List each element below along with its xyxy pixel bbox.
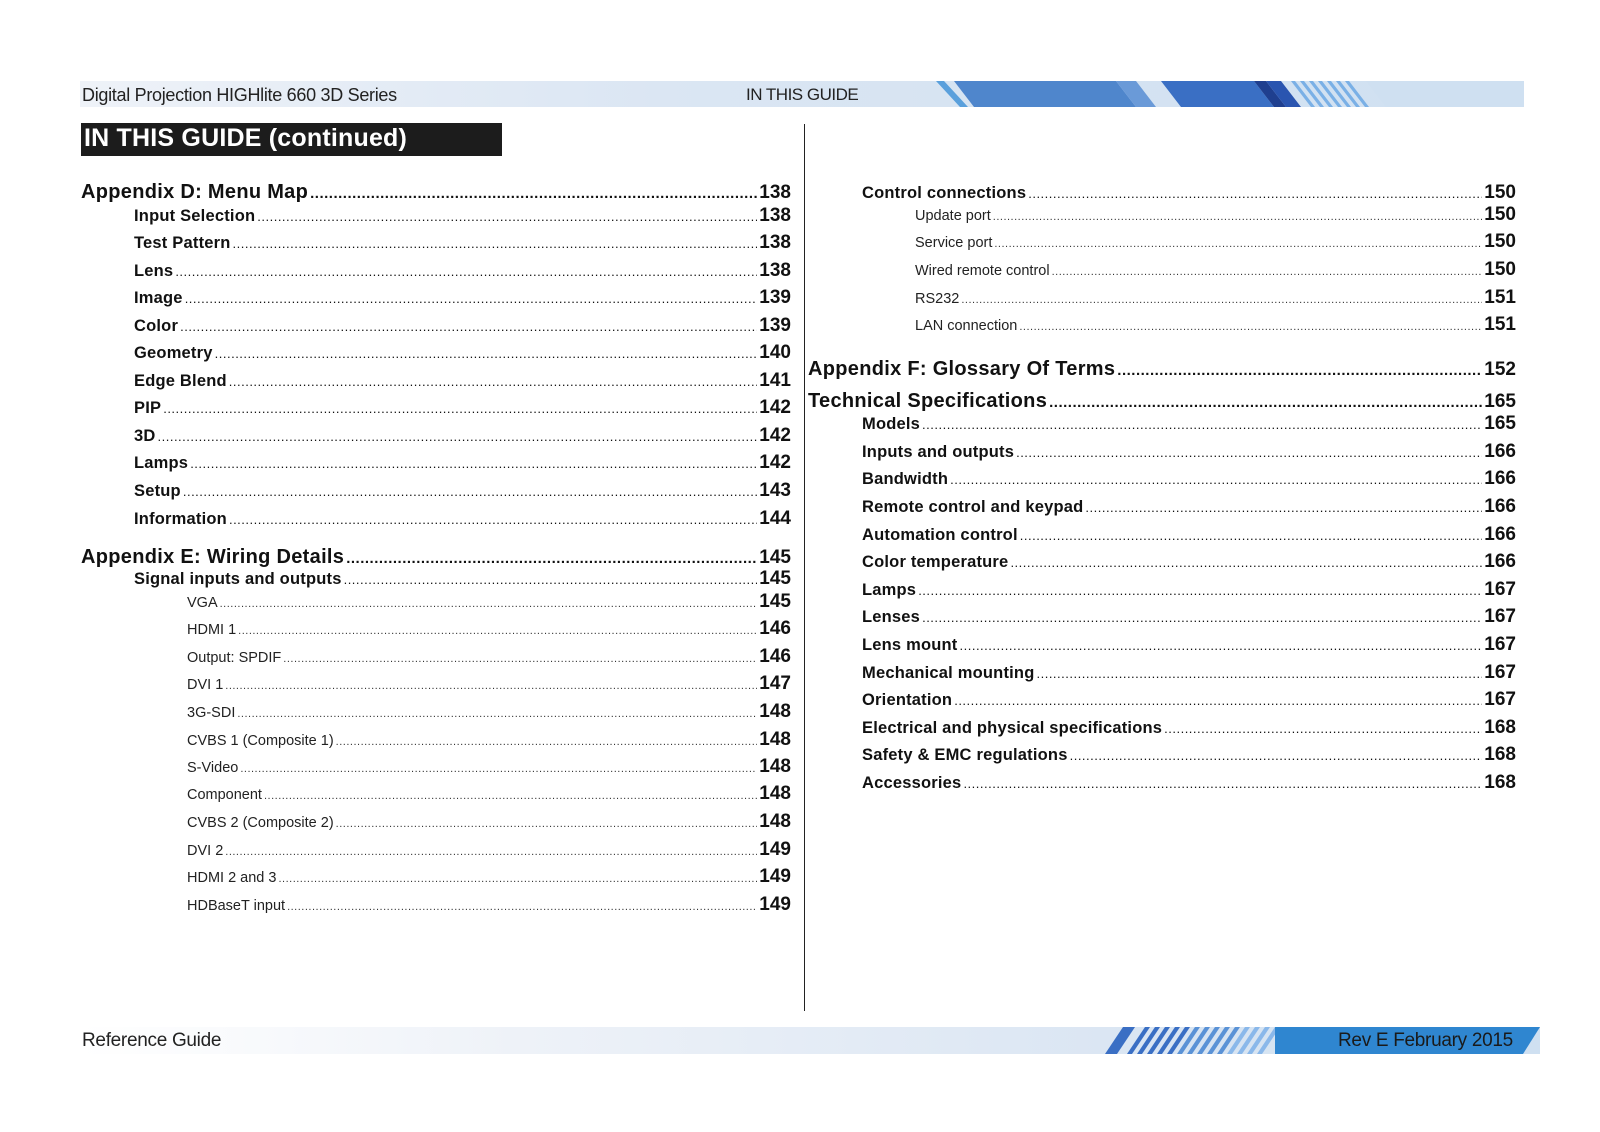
- toc-entry-label: Lamps: [134, 454, 189, 472]
- toc-dot-leader: [1010, 555, 1482, 570]
- toc-dot-leader: [183, 484, 757, 499]
- toc-entry-label: Image: [134, 289, 183, 307]
- toc-entry-label: Automation control: [862, 526, 1018, 544]
- toc-entry-label: Output: SPDIF: [187, 650, 282, 666]
- toc-entry[interactable]: [187, 729, 791, 751]
- toc-entry-page: 140: [759, 342, 791, 363]
- toc-entry-label: Electrical and physical specifications: [862, 719, 1163, 737]
- toc-entry-page: 142: [759, 397, 791, 418]
- toc-entry-page: 148: [759, 756, 791, 777]
- column-divider: [804, 124, 805, 1011]
- toc-entry-page: 142: [759, 425, 791, 446]
- toc-entry-page: 150: [1484, 231, 1516, 252]
- toc-entry-page: 142: [759, 452, 791, 473]
- toc-entry[interactable]: [808, 390, 1516, 413]
- toc-dot-leader: [960, 638, 1483, 653]
- toc-entry-page: 144: [759, 508, 791, 529]
- toc-entry[interactable]: [134, 260, 791, 282]
- toc-entry[interactable]: [134, 342, 791, 364]
- toc-entry-page: 146: [759, 646, 791, 667]
- toc-entry-label: Setup: [134, 482, 181, 500]
- toc-entry-page: 139: [759, 315, 791, 336]
- toc-entry[interactable]: [187, 866, 791, 888]
- toc-entry-page: 148: [759, 783, 791, 804]
- toc-entry-label: Geometry: [134, 344, 213, 362]
- toc-dot-leader: [175, 264, 757, 279]
- toc-entry[interactable]: [134, 315, 791, 337]
- toc-entry-page: 145: [759, 547, 791, 568]
- toc-dot-leader: [215, 346, 758, 361]
- toc-entry[interactable]: [134, 232, 791, 254]
- toc-dot-leader: [922, 417, 1482, 432]
- toc-entry-page: 166: [1484, 496, 1516, 517]
- toc-entry[interactable]: [862, 182, 1516, 204]
- page-title: IN THIS GUIDE (continued): [84, 124, 408, 152]
- toc-entry[interactable]: [915, 231, 1516, 253]
- toc-entry[interactable]: [134, 397, 791, 419]
- toc-entry[interactable]: [134, 452, 791, 474]
- toc-entry[interactable]: [187, 894, 791, 916]
- toc-entry-page: 167: [1484, 606, 1516, 627]
- toc-entry-page: 145: [759, 591, 791, 612]
- toc-dot-leader: [257, 209, 757, 224]
- toc-entry-label: DVI 2: [187, 843, 224, 859]
- toc-entry[interactable]: [187, 673, 791, 695]
- toc-entry-label: Orientation: [862, 691, 953, 709]
- toc-entry-label: PIP: [134, 399, 162, 417]
- toc-entry-label: Technical Specifications: [808, 390, 1048, 412]
- toc-entry-label: Lens mount: [862, 636, 958, 654]
- toc-entry[interactable]: [187, 783, 791, 805]
- toc-entry-page: 166: [1484, 551, 1516, 572]
- toc-entry[interactable]: [134, 508, 791, 530]
- toc-entry-page: 138: [759, 260, 791, 281]
- toc-dot-leader: [229, 374, 758, 389]
- toc-entry[interactable]: [862, 496, 1516, 518]
- toc-entry-page: 141: [759, 370, 791, 391]
- toc-dot-leader: [954, 693, 1482, 708]
- toc-entry[interactable]: [862, 551, 1516, 573]
- toc-entry-page: 166: [1484, 524, 1516, 545]
- toc-entry[interactable]: [134, 205, 791, 227]
- toc-entry-page: 147: [759, 673, 791, 694]
- toc-dot-leader: [336, 736, 758, 748]
- toc-entry-label: Appendix E: Wiring Details: [81, 546, 345, 568]
- toc-dot-leader: [287, 901, 757, 913]
- toc-entry[interactable]: [134, 425, 791, 447]
- toc-dot-leader: [1036, 666, 1482, 681]
- toc-entry-label: HDBaseT input: [187, 898, 286, 914]
- toc-entry-label: Inputs and outputs: [862, 443, 1015, 461]
- toc-dot-leader: [237, 708, 757, 720]
- toc-entry-page: 148: [759, 811, 791, 832]
- toc-entry[interactable]: [862, 772, 1516, 794]
- toc-entry-page: 167: [1484, 579, 1516, 600]
- toc-entry-label: DVI 1: [187, 677, 224, 693]
- toc-dot-leader: [994, 238, 1482, 250]
- toc-dot-leader: [1164, 721, 1482, 736]
- toc-entry[interactable]: [808, 358, 1516, 381]
- toc-dot-leader: [963, 776, 1482, 791]
- toc-entry-label: Appendix D: Menu Map: [81, 181, 309, 203]
- toc-entry-label: CVBS 1 (Composite 1): [187, 733, 334, 749]
- toc-dot-leader: [229, 512, 757, 527]
- header-stripe-graphic: [936, 81, 1524, 107]
- toc-entry-label: HDMI 1: [187, 622, 237, 638]
- toc-entry-label: 3G-SDI: [187, 705, 236, 721]
- toc-entry-page: 168: [1484, 744, 1516, 765]
- toc-entry[interactable]: [862, 606, 1516, 628]
- toc-entry-label: Signal inputs and outputs: [134, 570, 342, 588]
- toc-entry[interactable]: [862, 744, 1516, 766]
- toc-dot-leader: [238, 625, 757, 637]
- toc-entry[interactable]: [862, 468, 1516, 490]
- toc-entry-page: 151: [1484, 314, 1516, 335]
- toc-entry[interactable]: [81, 181, 791, 204]
- toc-entry-label: Mechanical mounting: [862, 664, 1035, 682]
- toc-dot-leader: [1016, 445, 1482, 460]
- toc-dot-leader: [950, 472, 1482, 487]
- toc-entry-label: Appendix F: Glossary Of Terms: [808, 358, 1116, 380]
- footer-revision: Rev E February 2015: [1338, 1030, 1513, 1051]
- toc-entry-label: CVBS 2 (Composite 2): [187, 815, 334, 831]
- toc-entry-label: Color: [134, 317, 179, 335]
- toc-entry-page: 149: [759, 839, 791, 860]
- toc-dot-leader: [346, 550, 757, 567]
- toc-dot-leader: [185, 291, 758, 306]
- toc-entry-page: 165: [1484, 413, 1516, 434]
- toc-entry-label: Update port: [915, 208, 991, 224]
- toc-dot-leader: [961, 294, 1482, 306]
- toc-entry[interactable]: [862, 689, 1516, 711]
- toc-entry-page: 138: [759, 232, 791, 253]
- toc-entry-page: 168: [1484, 772, 1516, 793]
- toc-entry[interactable]: [187, 618, 791, 640]
- toc-entry-page: 167: [1484, 634, 1516, 655]
- toc-dot-leader: [1019, 321, 1482, 333]
- toc-entry[interactable]: [187, 701, 791, 723]
- toc-dot-leader: [220, 598, 758, 610]
- toc-entry-label: Information: [134, 510, 227, 528]
- toc-entry-page: 166: [1484, 441, 1516, 462]
- toc-entry[interactable]: [187, 591, 791, 613]
- toc-entry[interactable]: [187, 839, 791, 861]
- toc-dot-leader: [336, 818, 758, 830]
- toc-entry-label: Control connections: [862, 184, 1027, 202]
- toc-dot-leader: [180, 319, 757, 334]
- toc-entry-label: Lenses: [862, 608, 921, 626]
- toc-entry-label: VGA: [187, 595, 218, 611]
- toc-entry[interactable]: [862, 717, 1516, 739]
- toc-entry[interactable]: [134, 480, 791, 502]
- toc-entry[interactable]: [862, 441, 1516, 463]
- toc-entry-page: 166: [1484, 468, 1516, 489]
- toc-entry[interactable]: [862, 579, 1516, 601]
- toc-entry[interactable]: [187, 646, 791, 668]
- toc-entry[interactable]: [187, 811, 791, 833]
- toc-entry-label: Safety & EMC regulations: [862, 746, 1068, 764]
- footer-guide-title: Reference Guide: [82, 1030, 222, 1051]
- toc-dot-leader: [1052, 266, 1483, 278]
- toc-entry-label: RS232: [915, 291, 960, 307]
- toc-entry-page: 150: [1484, 182, 1516, 203]
- toc-dot-leader: [1049, 394, 1482, 411]
- toc-entry[interactable]: [915, 314, 1516, 336]
- toc-entry-page: 167: [1484, 662, 1516, 683]
- toc-entry-label: Color temperature: [862, 553, 1009, 571]
- toc-entry[interactable]: [187, 756, 791, 778]
- toc-entry-label: Models: [862, 415, 921, 433]
- toc-entry[interactable]: [915, 287, 1516, 309]
- toc-dot-leader: [922, 610, 1482, 625]
- toc-entry-label: Lamps: [862, 581, 917, 599]
- toc-entry-page: 139: [759, 287, 791, 308]
- toc-entry[interactable]: [134, 287, 791, 309]
- toc-entry[interactable]: [862, 413, 1516, 435]
- toc-entry-page: 165: [1484, 391, 1516, 412]
- toc-entry-page: 151: [1484, 287, 1516, 308]
- toc-entry-label: 3D: [134, 427, 156, 445]
- toc-dot-leader: [310, 185, 757, 202]
- toc-entry[interactable]: [134, 568, 791, 590]
- toc-dot-leader: [1028, 186, 1482, 201]
- toc-entry-page: 143: [759, 480, 791, 501]
- toc-dot-leader: [918, 583, 1482, 598]
- toc-entry-label: Lens: [134, 262, 174, 280]
- toc-entry-label: Test Pattern: [134, 234, 231, 252]
- toc-entry-page: 146: [759, 618, 791, 639]
- toc-entry-page: 138: [759, 182, 791, 203]
- toc-entry[interactable]: [915, 204, 1516, 226]
- toc-entry-page: 149: [759, 866, 791, 887]
- toc-dot-leader: [1070, 748, 1483, 763]
- toc-dot-leader: [233, 236, 758, 251]
- toc-dot-leader: [190, 456, 757, 471]
- toc-entry-label: Remote control and keypad: [862, 498, 1084, 516]
- toc-dot-leader: [993, 211, 1483, 223]
- toc-entry[interactable]: [862, 662, 1516, 684]
- toc-entry-page: 138: [759, 205, 791, 226]
- toc-entry-page: 149: [759, 894, 791, 915]
- toc-entry-page: 145: [759, 568, 791, 589]
- toc-entry[interactable]: [915, 259, 1516, 281]
- toc-entry-page: 150: [1484, 204, 1516, 225]
- toc-entry-label: HDMI 2 and 3: [187, 870, 277, 886]
- toc-entry[interactable]: [862, 634, 1516, 656]
- toc-dot-leader: [1085, 500, 1482, 515]
- header-product-title: Digital Projection HIGHlite 660 3D Series: [82, 85, 397, 105]
- toc-entry-label: Component: [187, 787, 262, 803]
- toc-entry-label: S-Video: [187, 760, 239, 776]
- toc-dot-leader: [240, 763, 757, 775]
- toc-dot-leader: [264, 790, 757, 802]
- toc-entry-page: 148: [759, 701, 791, 722]
- toc-entry-label: Edge Blend: [134, 372, 227, 390]
- toc-entry-label: Accessories: [862, 774, 962, 792]
- toc-entry-label: Wired remote control: [915, 263, 1050, 279]
- toc-dot-leader: [278, 873, 757, 885]
- toc-dot-leader: [344, 572, 758, 587]
- toc-entry-page: 152: [1484, 359, 1516, 380]
- toc-dot-leader: [163, 401, 757, 416]
- toc-dot-leader: [158, 429, 758, 444]
- toc-entry-page: 148: [759, 729, 791, 750]
- toc-entry-label: Bandwidth: [862, 470, 949, 488]
- toc-entry-label: Input Selection: [134, 207, 256, 225]
- toc-entry-page: 167: [1484, 689, 1516, 710]
- toc-dot-leader: [283, 653, 757, 665]
- toc-dot-leader: [225, 846, 757, 858]
- toc-dot-leader: [1117, 362, 1482, 379]
- header-section-title: IN THIS GUIDE: [746, 85, 859, 104]
- toc-entry[interactable]: [134, 370, 791, 392]
- toc-entry[interactable]: [862, 524, 1516, 546]
- toc-dot-leader: [225, 680, 757, 692]
- toc-entry-page: 168: [1484, 717, 1516, 738]
- toc-entry[interactable]: [81, 546, 791, 569]
- toc-entry-label: Service port: [915, 235, 993, 251]
- toc-entry-page: 150: [1484, 259, 1516, 280]
- toc-entry-label: LAN connection: [915, 318, 1018, 334]
- toc-dot-leader: [1020, 528, 1483, 543]
